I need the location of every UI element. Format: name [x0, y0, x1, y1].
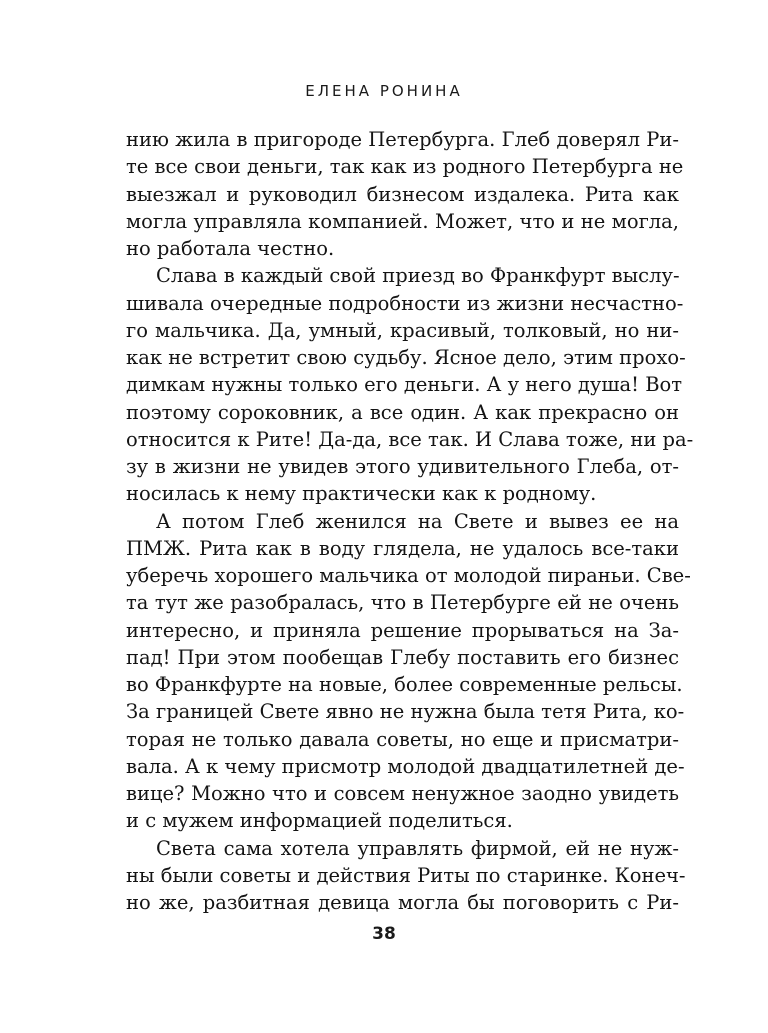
text-line: Света сама хотела управлять фирмой, ей не нуж-	[156, 836, 679, 860]
text-line: нию жила в пригороде Петербурга. Глеб доверял Ри-	[126, 128, 679, 151]
text-line: вице? Можно что и совсем ненужное заодно увидеть	[126, 782, 679, 805]
text-line: Слава в каждый свой приезд во Франкфурт выслу-	[156, 264, 680, 288]
text-line: димкам нужны только его деньги. А у него душа! Вот	[126, 373, 683, 397]
text-line: ны были советы и действия Риты по старинке. Конеч-	[126, 863, 686, 887]
page-number: 38	[372, 924, 396, 944]
text-line: носилась к нему практически как к родному.	[126, 482, 597, 506]
text-line: поэтому сороковник, а все один. А как прекрасно он	[126, 400, 679, 424]
text-line: но же, разбитная девица могла бы поговорить с Ри-	[126, 891, 679, 914]
text-line: та тут же разобралась, что в Петербурге ей не очень	[126, 591, 679, 615]
text-line: выезжал и руководил бизнесом издалека. Рита как	[126, 182, 679, 206]
text-line: шивала очередные подробности из жизни несчастно-	[126, 291, 684, 315]
text-line: и с мужем информацией поделиться.	[126, 809, 513, 833]
text-line: вала. А к чему присмотр молодой двадцатилетней де-	[126, 754, 685, 778]
text-line: но работала честно.	[126, 237, 335, 260]
text-line: пад! При этом пообещав Глебу поставить его бизнес	[126, 645, 679, 669]
text-line: го мальчика. Да, умный, красивый, толковый, но ни-	[126, 318, 679, 342]
text-line: За границей Свете явно не нужна была тетя Рита, ко-	[126, 700, 685, 724]
text-line: уберечь хорошего мальчика от молодой пираньи. Све-	[126, 564, 691, 587]
text-line: во Франкфурте на новые, более современные рельсы.	[126, 673, 683, 696]
text-line: А потом Глеб женился на Свете и вывез ее на	[156, 509, 679, 533]
running-header: ЕЛЕНА РОНИНА	[305, 82, 463, 100]
text-line: как не встретит свою судьбу. Ясное дело, этим прохо-	[126, 346, 686, 369]
text-line: интересно, и приняла решение прорываться на За-	[126, 618, 679, 642]
text-line: ПМЖ. Рита как в воду глядела, не удалось все-таки	[126, 536, 679, 560]
body-text	[126, 126, 694, 916]
text-line: зу в жизни не увидев этого удивительного Глеба, от-	[126, 455, 679, 478]
text-line: могла управляла компанией. Может, что и не могла,	[126, 209, 679, 233]
text-line: торая не только давала советы, но еще и присматри-	[126, 727, 679, 751]
text-line: те все свои деньги, так как из родного Петербурга не	[126, 155, 684, 179]
text-line: относится к Рите! Да-да, все так. И Слава тоже, ни ра-	[126, 427, 694, 451]
